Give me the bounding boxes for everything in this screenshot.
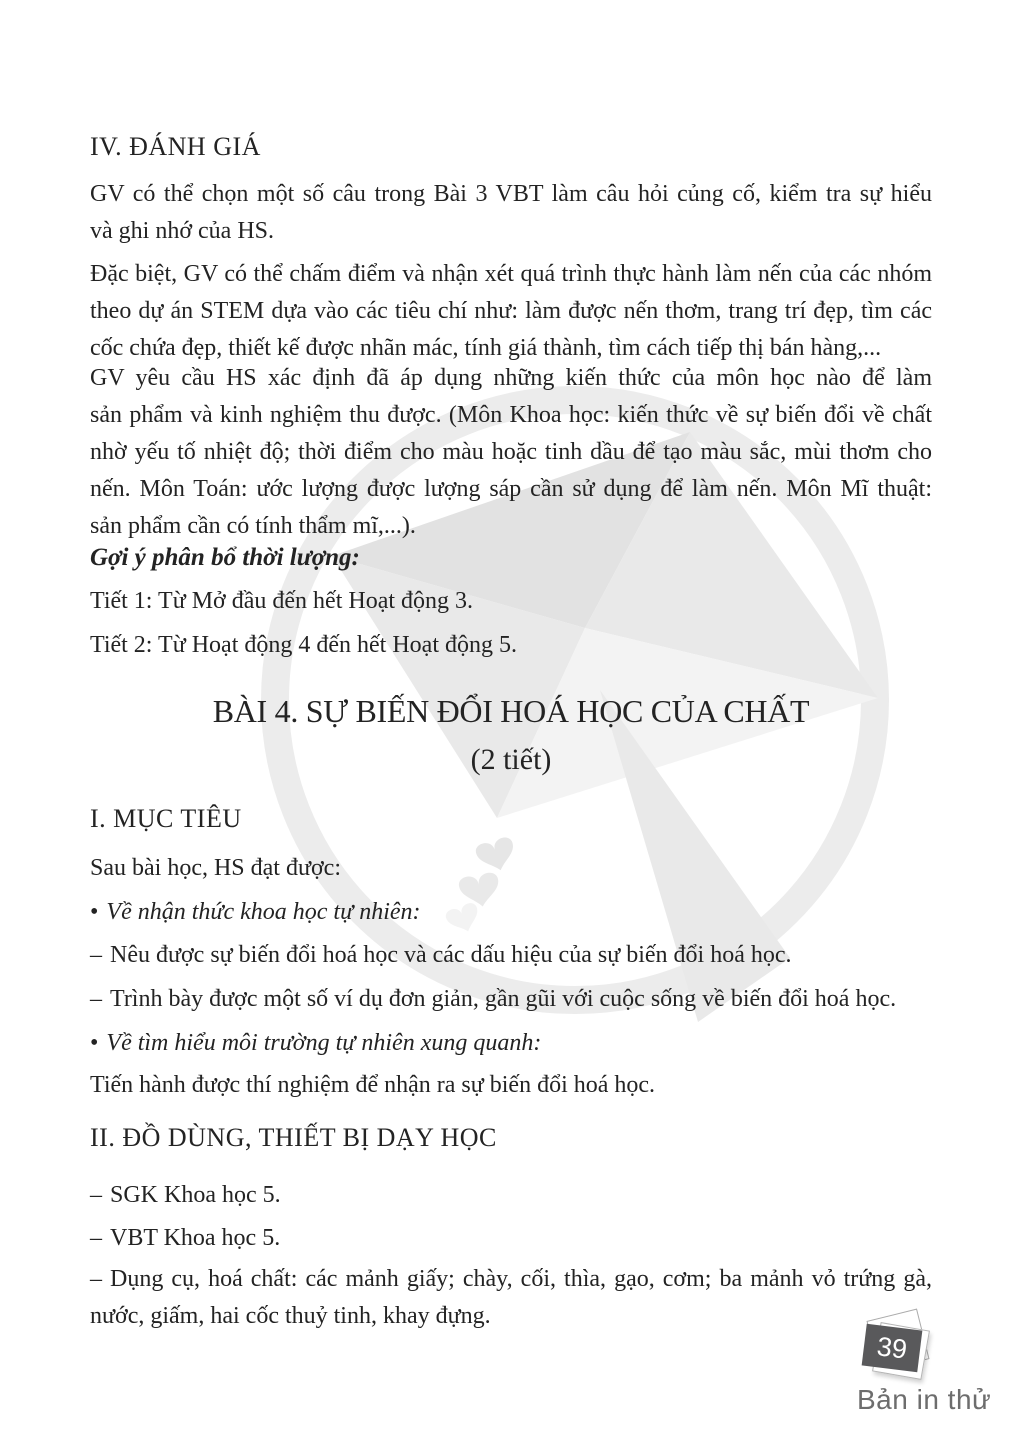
badge-number-square xyxy=(862,1324,923,1373)
bullet-icon: • xyxy=(90,899,99,925)
dash-icon: – xyxy=(90,1182,102,1208)
text-line: sản phẩm và kinh nghiệm thu được. (Môn Khoa học: kiến thức về sự biến đổi về chất xyxy=(90,402,932,428)
time-allocation-period-1: Tiết 1: Từ Mở đầu đến hết Hoạt động 3. xyxy=(90,588,474,614)
objective-bullet-1 xyxy=(90,895,932,929)
objective-dash-2 xyxy=(90,982,932,1016)
lesson-title: BÀI 4. SỰ BIẾN ĐỔI HOÁ HỌC CỦA CHẤT xyxy=(212,693,810,729)
page-number-badge xyxy=(862,1314,932,1384)
time-allocation-heading: Gợi ý phân bổ thời lượng: xyxy=(90,544,360,571)
objective-bullet-label: Về tìm hiểu môi trường tự nhiên xung quanh: xyxy=(106,1030,542,1056)
text-line: GV yêu cầu HS xác định đã áp dụng những kiến thức của môn học nào để làm xyxy=(90,365,932,391)
dash-icon: – xyxy=(90,1266,102,1292)
text-line: Đặc biệt, GV có thể chấm điểm và nhận xét quá trình thực hành làm nến của các nhóm xyxy=(90,261,932,287)
objective-bullet-2 xyxy=(90,1026,932,1060)
section-heading-evaluation: IV. ĐÁNH GIÁ xyxy=(90,132,261,161)
equipment-item-vbt xyxy=(90,1221,932,1255)
time-allocation-period-2: Tiết 2: Từ Hoạt động 4 đến hết Hoạt động 5. xyxy=(90,632,517,658)
text-line: sản phẩm cần có tính thẩm mĩ,...). xyxy=(90,513,416,539)
equipment-item-sgk xyxy=(90,1178,932,1212)
section-heading-equipment: II. ĐỒ DÙNG, THIẾT BỊ DẠY HỌC xyxy=(90,1123,497,1152)
text-line: và ghi nhớ của HS. xyxy=(90,218,274,244)
text-line xyxy=(90,1261,932,1298)
text-line: nước, giấm, hai cốc thuỷ tinh, khay đựng. xyxy=(90,1303,491,1329)
paragraph-evaluation-3 xyxy=(90,360,932,545)
proof-print-stamp: Bản in thử xyxy=(857,1384,992,1415)
section-heading-objectives: I. MỤC TIÊU xyxy=(90,804,242,833)
text-line: GV có thể chọn một số câu trong Bài 3 VBT làm câu hỏi củng cố, kiểm tra sự hiểu xyxy=(90,181,932,207)
equipment-item-text: SGK Khoa học 5. xyxy=(110,1182,281,1208)
paragraph-evaluation-1 xyxy=(90,176,932,250)
objectives-outro: Tiến hành được thí nghiệm để nhận ra sự biến đổi hoá học. xyxy=(90,1072,656,1098)
objective-dash-text: Trình bày được một số ví dụ đơn giản, gần gũi với cuộc sống về biến đổi hoá học. xyxy=(110,986,897,1012)
lesson-duration: (2 tiết) xyxy=(470,743,552,776)
objective-dash-text: Nêu được sự biến đổi hoá học và các dấu hiệu của sự biến đổi hoá học. xyxy=(110,942,792,968)
dash-icon: – xyxy=(90,942,102,968)
page-number: 39 xyxy=(875,1330,909,1365)
equipment-item-text: VBT Khoa học 5. xyxy=(110,1225,281,1251)
objectives-intro: Sau bài học, HS đạt được: xyxy=(90,855,341,881)
dash-icon: – xyxy=(90,986,102,1012)
text-line: nến. Môn Toán: ước lượng được lượng sáp cần sử dụng để làm nến. Môn Mĩ thuật: xyxy=(90,476,932,502)
bullet-icon: • xyxy=(90,1030,99,1056)
objective-dash-1 xyxy=(90,938,932,972)
equipment-item-text: Dụng cụ, hoá chất: các mảnh giấy; chày, cối, thìa, gạo, cơm; ba mảnh vỏ trứng gà, xyxy=(110,1266,932,1292)
paragraph-evaluation-2 xyxy=(90,256,932,367)
text-line: theo dự án STEM dựa vào các tiêu chí như: làm được nến thơm, trang trí đẹp, tìm các xyxy=(90,298,932,324)
equipment-item-tools xyxy=(90,1261,932,1335)
dash-icon: – xyxy=(90,1225,102,1251)
text-line: cốc chứa đẹp, thiết kế được nhãn mác, tính giá thành, tìm cách tiếp thị bán hàng,... xyxy=(90,335,882,361)
text-line: nhờ yếu tố nhiệt độ; thời điểm cho màu hoặc tinh dầu để tạo màu sắc, mùi thơm cho xyxy=(90,439,932,465)
objective-bullet-label: Về nhận thức khoa học tự nhiên: xyxy=(106,899,421,925)
